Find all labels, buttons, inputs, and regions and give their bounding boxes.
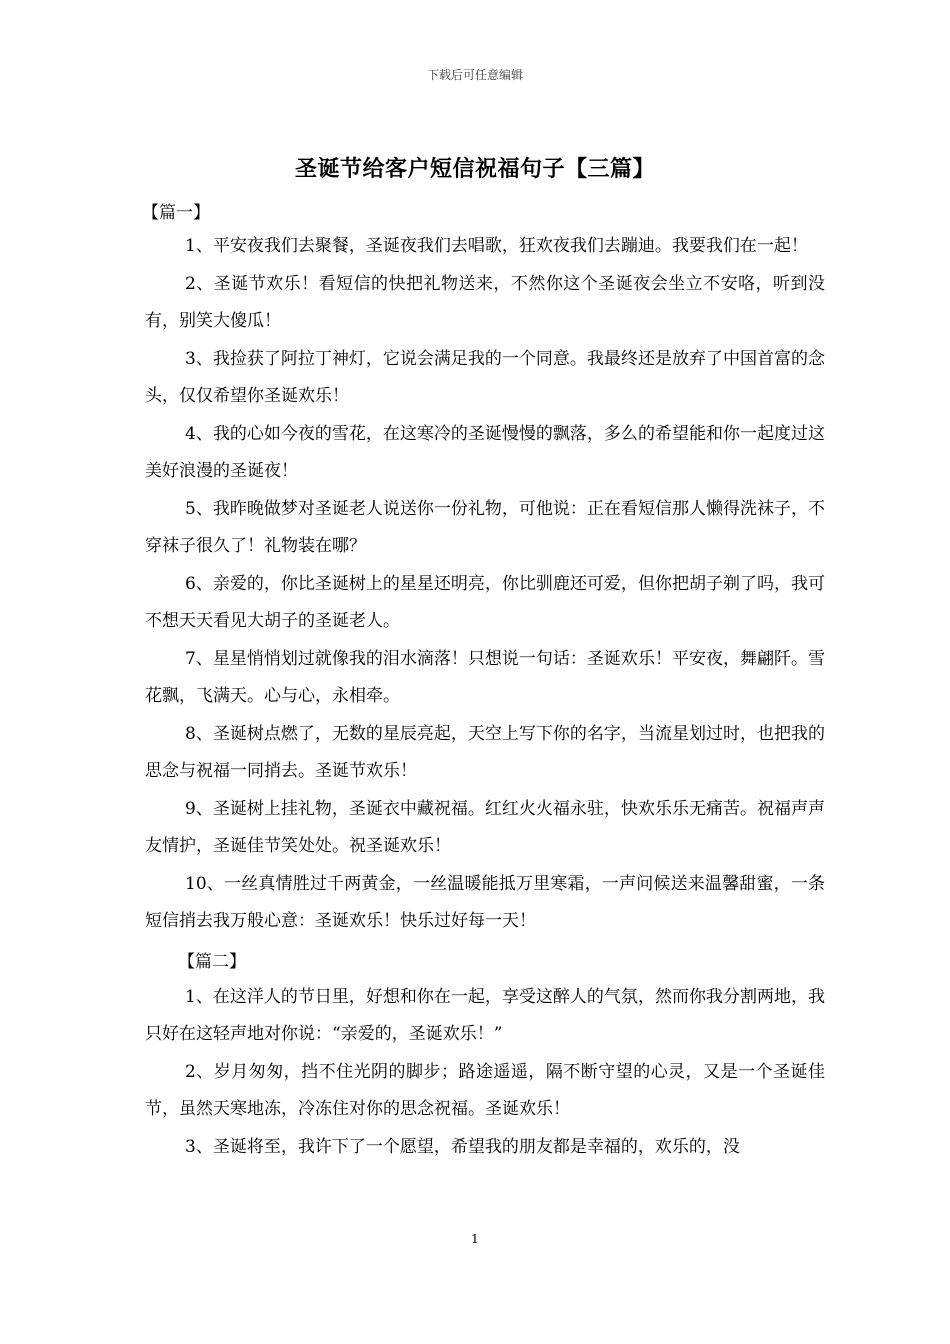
paragraph: 6、亲爱的，你比圣诞树上的星星还明亮，你比驯鹿还可爱，但你把胡子剃了吗，我可不想天天看见大胡子的圣诞老人。 <box>145 573 825 631</box>
paragraph: 1、平安夜我们去聚餐，圣诞夜我们去唱歌，狂欢夜我们去蹦迪。我要我们在一起！ <box>185 236 808 256</box>
paragraph: 10、一丝真情胜过千两黄金，一丝温暖能抵万里寒霜，一声问候送来温馨甜蜜，一条短信捎去我万般心意：圣诞欢乐！快乐过好每一天！ <box>145 873 825 931</box>
paragraph: 8、圣诞树点燃了，无数的星辰亮起，天空上写下你的名字，当流星划过时，也把我的思念与祝福一同捎去。圣诞节欢乐！ <box>145 723 825 781</box>
page-number: 1 <box>471 1232 479 1246</box>
document-body <box>142 198 825 1166</box>
paragraph: 3、圣诞将至，我许下了一个愿望，希望我的朋友都是幸福的，欢乐的，没 <box>185 1136 740 1157</box>
paragraph: 5、我昨晚做梦对圣诞老人说送你一份礼物，可他说：正在看短信那人懒得洗袜子，不穿袜子很久了！礼物装在哪？ <box>145 498 825 556</box>
paragraph: 4、我的心如今夜的雪花，在这寒冷的圣诞慢慢的飘落，多么的希望能和你一起度过这美好浪漫的圣诞夜！ <box>145 423 825 481</box>
paragraph: 9、圣诞树上挂礼物，圣诞衣中藏祝福。红红火火福永驻，快欢乐乐无痛苦。祝福声声友情护，圣诞佳节笑处处。祝圣诞欢乐！ <box>145 798 825 856</box>
paragraph: 1、在这洋人的节日里，好想和你在一起，享受这醉人的气氛，然而你我分割两地，我只好在这轻声地对你说：“亲爱的，圣诞欢乐！” <box>145 986 825 1044</box>
paragraph: 3、我捡获了阿拉丁神灯，它说会满足我的一个同意。我最终还是放弃了中国首富的念头，仅仅希望你圣诞欢乐！ <box>145 348 825 406</box>
paragraph: 2、圣诞节欢乐！看短信的快把礼物送来，不然你这个圣诞夜会坐立不安咯，听到没有，别笑大傻瓜！ <box>145 273 825 331</box>
paragraph: 7、星星悄悄划过就像我的泪水滴落！只想说一句话：圣诞欢乐！平安夜，舞翩阡。雪花飘，飞满天。心与心，永相牵。 <box>145 648 825 706</box>
header-note: 下载后可任意编辑 <box>426 68 523 82</box>
section-heading-1: 【篇一】 <box>142 203 210 223</box>
document-title: 圣诞节给客户短信祝福句子【三篇】 <box>294 156 655 182</box>
paragraph: 2、岁月匆匆，挡不住光阴的脚步；路途遥遥，隔不断守望的心灵，又是一个圣诞佳节，虽然天寒地冻，冷冻住对你的思念祝福。圣诞欢乐！ <box>145 1061 825 1119</box>
section-heading-2: 【篇二】 <box>178 951 246 972</box>
